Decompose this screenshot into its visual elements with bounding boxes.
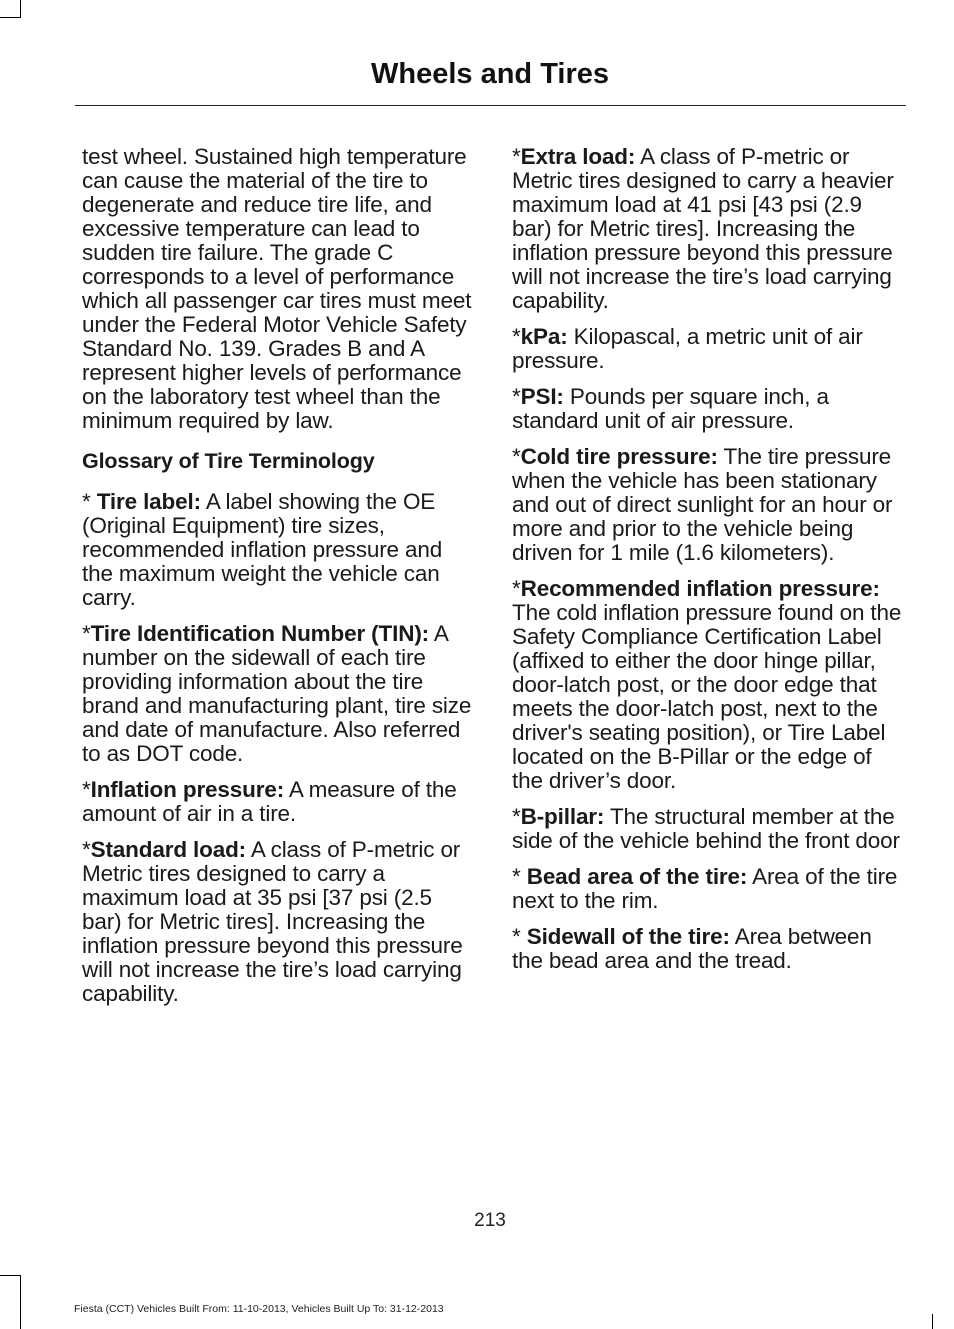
entry-term: Extra load: (520, 144, 636, 169)
entry-term: Tire Identification Number (TIN): (90, 621, 430, 646)
glossary-entry-inflation-pressure (82, 778, 474, 826)
entry-definition: Kilopascal, a metric unit of air pressure. (512, 324, 863, 373)
entry-term: Sidewall of the tire: (526, 924, 730, 949)
right-column (512, 145, 904, 985)
glossary-entry-b-pillar (512, 805, 904, 853)
crop-mark-top-left (0, 17, 20, 18)
entry-definition: The cold inflation pressure found on the Safety Compliance Certification Label (affixed to either the door hinge pillar, door-latch post, or the door edge that meets the door-latch post, next to the driver's seating position), or Tire Label located on the B-Pillar or the edge of the driver’s door. (512, 600, 902, 793)
entry-term: Tire label: (96, 489, 201, 514)
entry-definition: Area between the bead area and the tread. (512, 924, 872, 973)
entry-prefix: * (512, 576, 521, 601)
entry-term: Recommended inflation pressure: (520, 576, 880, 601)
title-divider (75, 105, 906, 106)
entry-definition: A measure of the amount of air in a tire. (82, 777, 457, 826)
left-column (82, 145, 474, 1018)
entry-definition: A class of P-metric or Metric tires designed to carry a maximum load at 35 psi [37 psi (2.5 bar) for Metric tires]. Increasing the inflation pressure beyond this pressure will not increase the tire’s load carrying capability. (82, 837, 463, 1006)
glossary-entry-sidewall (512, 925, 904, 973)
entry-prefix: * (82, 837, 91, 862)
footer-vehicle-note: Fiesta (CCT) Vehicles Built From: 11-10-2013, Vehicles Built Up To: 31-12-2013 (74, 1303, 444, 1315)
entry-prefix: * (512, 384, 521, 409)
glossary-entry-standard-load (82, 838, 474, 1006)
entry-definition: Pounds per square inch, a standard unit of air pressure. (512, 384, 829, 433)
glossary-entry-cold-tire-pressure (512, 445, 904, 565)
glossary-entry-bead-area (512, 865, 904, 913)
glossary-entry-tin (82, 622, 474, 766)
page-title: Wheels and Tires (371, 58, 609, 90)
entry-definition: Area of the tire next to the rim. (512, 864, 898, 913)
entry-definition: A class of P-metric or Metric tires designed to carry a heavier maximum load at 41 psi [43 psi (2.9 bar) for Metric tires]. Increasing the inflation pressure beyond this pressure will not increase the tire’s load carrying capability. (512, 144, 894, 313)
crop-mark-bottom-right (932, 1314, 933, 1329)
crop-mark-bottom-left (0, 1275, 20, 1276)
entry-definition: A label showing the OE (Original Equipment) tire sizes, recommended inflation pressure and the maximum weight the vehicle can carry. (82, 489, 443, 610)
entry-prefix: * (512, 864, 527, 889)
page-number: 213 (474, 1210, 506, 1231)
entry-prefix: * (512, 444, 521, 469)
entry-term: B-pillar: (520, 804, 605, 829)
entry-definition: A number on the sidewall of each tire providing information about the tire brand and manufacturing plant, tire size and date of manufacture. Also referred to as DOT code. (82, 621, 472, 766)
entry-definition: The tire pressure when the vehicle has been stationary and out of direct sunlight for an hour or more and prior to the vehicle being driven for 1 mile (1.6 kilometers). (512, 444, 893, 565)
entry-definition: The structural member at the side of the vehicle behind the front door (512, 804, 900, 853)
glossary-entry-kpa (512, 325, 904, 373)
entry-prefix: * (512, 144, 521, 169)
glossary-entry-tire-label (82, 490, 474, 610)
entry-term: Inflation pressure: (90, 777, 285, 802)
entry-prefix: * (512, 924, 527, 949)
glossary-entry-recommended-inflation-pressure (512, 577, 904, 793)
entry-prefix: * (512, 324, 521, 349)
crop-mark-top-left-vertical (20, 0, 21, 18)
glossary-entry-psi (512, 385, 904, 433)
intro-paragraph: test wheel. Sustained high temperature can cause the material of the tire to degenerate and reduce tire life, and excessive temperature can lead to sudden tire failure. The grade C corresponds to a level of performance which all passenger car tires must meet under the Federal Motor Vehicle Safety Standard No. 139. Grades B and A represent higher levels of performance on the laboratory test wheel than the minimum required by law. (82, 144, 472, 433)
entry-term: PSI: (520, 384, 564, 409)
entry-term: Cold tire pressure: (520, 444, 718, 469)
entry-term: kPa: (520, 324, 568, 349)
entry-term: Standard load: (90, 837, 247, 862)
entry-prefix: * (82, 777, 91, 802)
crop-mark-bottom-left-vertical (20, 1275, 21, 1329)
entry-term: Bead area of the tire: (526, 864, 748, 889)
glossary-entry-extra-load (512, 145, 904, 313)
entry-prefix: * (82, 489, 97, 514)
entry-prefix: * (512, 804, 521, 829)
entry-prefix: * (82, 621, 91, 646)
section-heading: Glossary of Tire Terminology (82, 449, 375, 473)
